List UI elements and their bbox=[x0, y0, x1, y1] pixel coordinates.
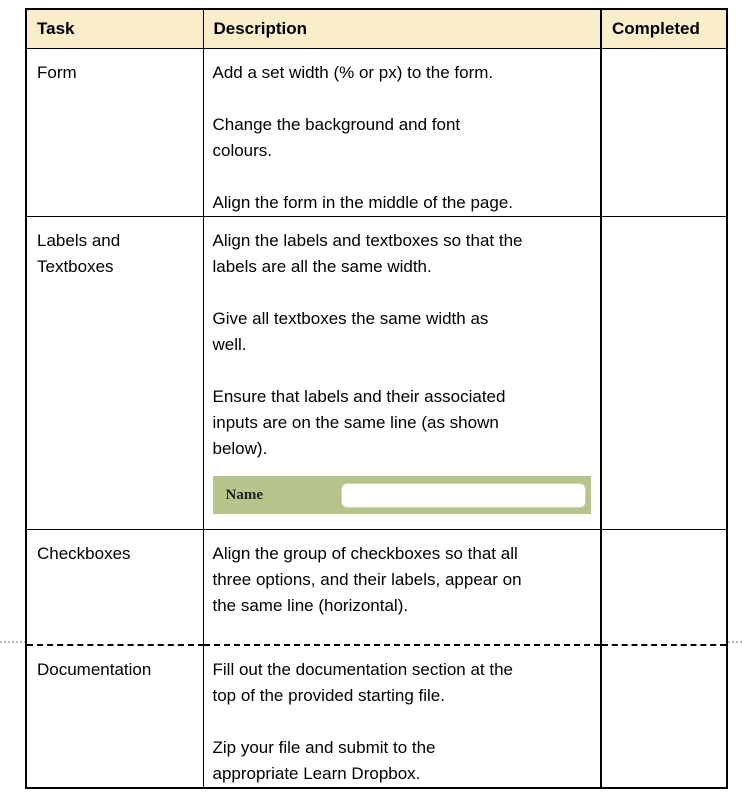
task-label: Documentation bbox=[37, 660, 152, 679]
description-line: three options, and their labels, appear on bbox=[212, 570, 522, 589]
description-line: Add a set width (% or px) to the form. bbox=[212, 63, 494, 82]
table-row-checkboxes bbox=[26, 530, 727, 646]
task-cell bbox=[26, 217, 203, 530]
table-row-form bbox=[26, 49, 727, 217]
task-cell bbox=[26, 49, 203, 217]
completed-cell bbox=[601, 530, 727, 646]
description-line: labels are all the same width. bbox=[212, 257, 432, 276]
description-line: Fill out the documentation section at the bbox=[212, 660, 514, 679]
description-cell bbox=[203, 530, 601, 646]
description-line: Align the form in the middle of the page. bbox=[212, 193, 514, 212]
description-line: below). bbox=[212, 439, 268, 458]
description-line: Zip your file and submit to the bbox=[212, 738, 436, 757]
name-label: Name bbox=[225, 486, 263, 503]
description-line: colours. bbox=[212, 141, 273, 160]
column-header-task: Task bbox=[26, 9, 203, 49]
description-line: appropriate Learn Dropbox. bbox=[212, 764, 421, 783]
name-textbox-image bbox=[341, 483, 586, 508]
table-row-labels-and-textboxes bbox=[26, 217, 727, 530]
description-line: the same line (horizontal). bbox=[212, 596, 409, 615]
description-cell bbox=[203, 217, 601, 530]
description-line: Align the labels and textboxes so that the bbox=[212, 231, 523, 250]
description-line: Ensure that labels and their associated bbox=[212, 387, 506, 406]
completed-cell bbox=[601, 217, 727, 530]
example-form-image bbox=[213, 476, 591, 514]
completed-cell bbox=[601, 645, 727, 788]
task-label: Labels and Textboxes bbox=[37, 231, 121, 276]
task-label: Checkboxes bbox=[37, 544, 131, 563]
task-table bbox=[25, 8, 728, 789]
task-cell bbox=[26, 645, 203, 788]
task-label: Form bbox=[37, 63, 77, 82]
completed-cell bbox=[601, 49, 727, 217]
description-line: Give all textboxes the same width as bbox=[212, 309, 489, 328]
description-line: top of the provided starting file. bbox=[212, 686, 445, 705]
description-line: Change the background and font bbox=[212, 115, 461, 134]
description-line: Align the group of checkboxes so that all bbox=[212, 544, 518, 563]
description-cell bbox=[203, 645, 601, 788]
description-line: inputs are on the same line (as shown bbox=[212, 413, 499, 432]
table-row-documentation bbox=[26, 645, 727, 788]
description-cell bbox=[203, 49, 601, 217]
table-header-row bbox=[26, 9, 727, 49]
column-header-completed: Completed bbox=[601, 9, 727, 49]
column-header-description: Description bbox=[203, 9, 601, 49]
task-cell bbox=[26, 530, 203, 646]
description-line: well. bbox=[212, 335, 247, 354]
